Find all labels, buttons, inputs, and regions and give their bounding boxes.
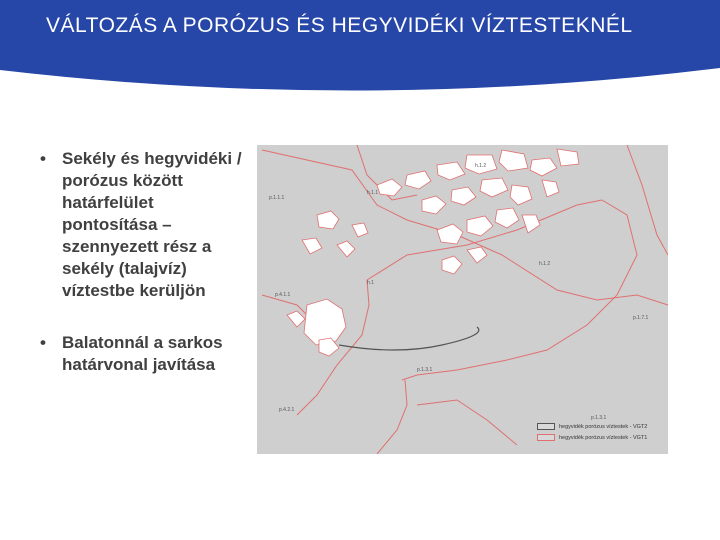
legend-label: hegyvidék porózus víztestek - VGT2 (559, 423, 648, 430)
map-label: p.4.1.1 (275, 292, 291, 298)
map-label: h.1.2 (475, 163, 487, 169)
water-body-map (257, 145, 668, 454)
bullet-text: Balatonnál a sarkos határvonal javítása (62, 333, 223, 374)
map-legend (537, 421, 665, 443)
map-label: p.1.1.1 (269, 195, 285, 201)
map-drawing (257, 145, 668, 454)
map-label: p.1.3.1 (591, 415, 607, 421)
legend-swatch-vgt1 (537, 434, 555, 441)
legend-swatch-vgt2 (537, 423, 555, 430)
bullet-marker: • (40, 333, 46, 352)
bullet-marker: • (40, 149, 46, 168)
bullet-text: Sekély és hegyvidéki / porózus között határfelület pontosítása – szennyezett rész a sekély (talajvíz) víztestbe kerüljön (62, 149, 242, 300)
bullet-item (40, 332, 250, 376)
map-label: h.1 (367, 280, 374, 286)
map-label: h.1.2 (539, 261, 551, 267)
legend-item-vgt2 (537, 421, 665, 432)
map-label: p.1.7.1 (633, 315, 649, 321)
slide-title: VÁLTOZÁS A PORÓZUS ÉS HEGYVIDÉKI VÍZTESTEKNÉL (46, 14, 633, 37)
map-label: p.1.3.1 (417, 367, 433, 373)
slide-header (0, 0, 720, 100)
map-label: p.4.2.1 (279, 407, 295, 413)
bullet-list (40, 148, 250, 406)
map-label: h.1.1 (367, 190, 379, 196)
bullet-item (40, 148, 250, 302)
legend-item-vgt1 (537, 432, 665, 443)
legend-label: hegyvidék porózus víztestek - VGT1 (559, 434, 648, 441)
